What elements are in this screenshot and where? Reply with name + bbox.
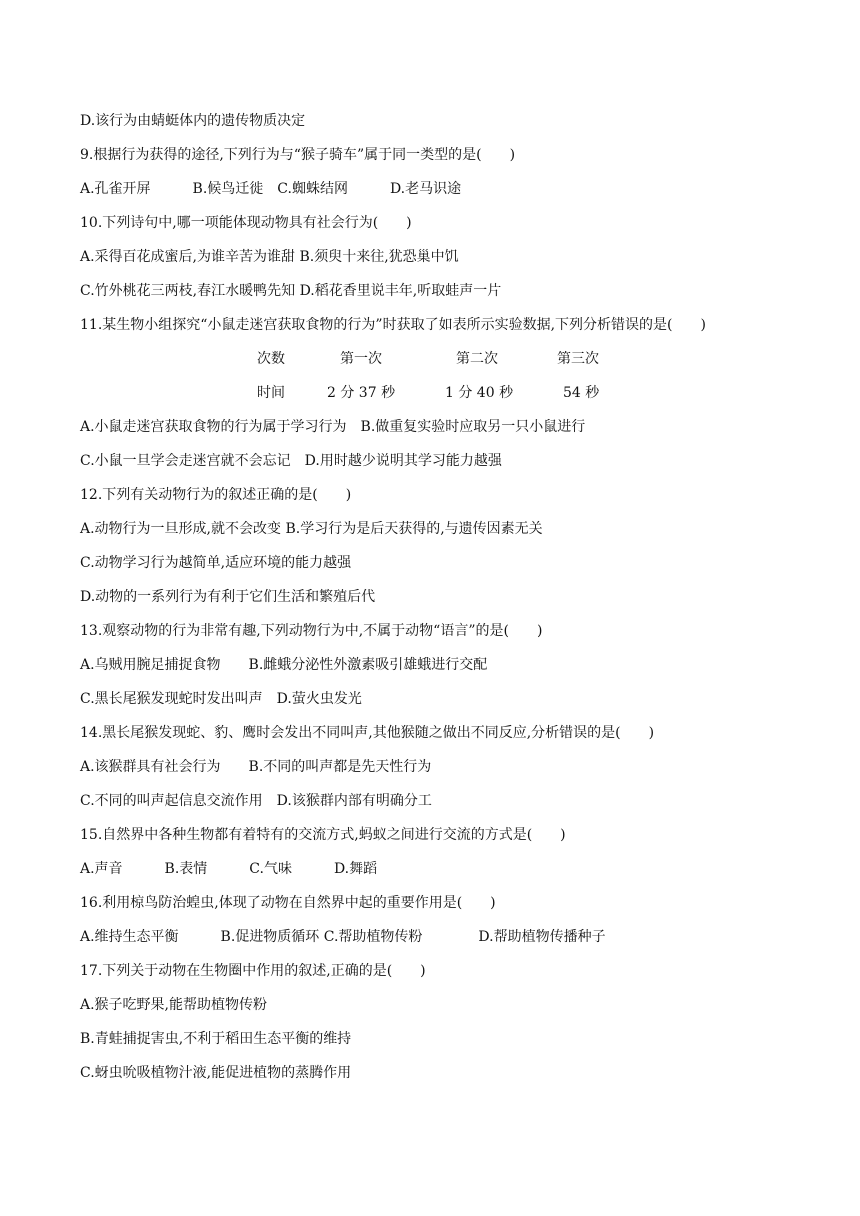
- question-17-option-b: B.青蛙捕捉害虫,不利于稻田生态平衡的维持: [80, 1031, 352, 1047]
- question-12-option-c: C.动物学习行为越简单,适应环境的能力越强: [80, 555, 352, 571]
- table-header-cell: 第一次: [340, 351, 382, 367]
- question-11: 11.某生物小组探究“小鼠走迷宫获取食物的行为”时获取了如表所示实验数据,下列分析错误的是( ): [80, 317, 706, 333]
- question-13-options-cd: C.黑长尾猴发现蛇时发出叫声 D.萤火虫发光: [80, 691, 362, 707]
- question-11-options-ab: A.小鼠走迷宫获取食物的行为属于学习行为 B.做重复实验时应取另一只小鼠进行: [80, 419, 586, 435]
- question-15-options: A.声音 B.表情 C.气味 D.舞蹈: [80, 861, 378, 877]
- question-14-options-ab: A.该猴群具有社会行为 B.不同的叫声都是先天性行为: [80, 759, 432, 775]
- table-header-cell: 第二次: [456, 351, 498, 367]
- question-10-options-ab: A.采得百花成蜜后,为谁辛苦为谁甜 B.须臾十来往,犹恐巢中饥: [80, 249, 459, 265]
- table-cell: 2 分 37 秒: [327, 385, 396, 401]
- question-16: 16.利用椋鸟防治蝗虫,体现了动物在自然界中起的重要作用是( ): [80, 895, 496, 911]
- question-16-options: A.维持生态平衡 B.促进物质循环 C.帮助植物传粉 D.帮助植物传播种子: [80, 929, 606, 945]
- question-17-option-c: C.蚜虫吮吸植物汁液,能促进植物的蒸腾作用: [80, 1065, 352, 1081]
- question-13: 13.观察动物的行为非常有趣,下列动物行为中,不属于动物“语言”的是( ): [80, 623, 543, 639]
- text-line: D.该行为由蜻蜓体内的遗传物质决定: [80, 113, 306, 129]
- question-17-option-a: A.猴子吃野果,能帮助植物传粉: [80, 997, 268, 1013]
- question-12-options-ab: A.动物行为一旦形成,就不会改变 B.学习行为是后天获得的,与遗传因素无关: [80, 521, 543, 537]
- question-11-options-cd: C.小鼠一旦学会走迷宫就不会忘记 D.用时越少说明其学习能力越强: [80, 453, 502, 469]
- question-13-options-ab: A.乌贼用腕足捕捉食物 B.雌蛾分泌性外激素吸引雄蛾进行交配: [80, 657, 488, 673]
- table-cell: 54 秒: [563, 385, 600, 401]
- question-15: 15.自然界中各种生物都有着特有的交流方式,蚂蚁之间进行交流的方式是( ): [80, 827, 566, 843]
- question-14-options-cd: C.不同的叫声起信息交流作用 D.该猴群内部有明确分工: [80, 793, 432, 809]
- question-9: 9.根据行为获得的途径,下列行为与“猴子骑车”属于同一类型的是( ): [80, 147, 516, 163]
- table-header-cell: 次数: [257, 351, 285, 367]
- question-10: 10.下列诗句中,哪一项能体现动物具有社会行为( ): [80, 215, 412, 231]
- question-10-options-cd: C.竹外桃花三两枝,春江水暖鸭先知 D.稻花香里说丰年,听取蛙声一片: [80, 283, 502, 299]
- question-12-option-d: D.动物的一系列行为有利于它们生活和繁殖后代: [80, 589, 376, 605]
- question-12: 12.下列有关动物行为的叙述正确的是( ): [80, 487, 352, 503]
- question-17: 17.下列关于动物在生物圈中作用的叙述,正确的是( ): [80, 963, 426, 979]
- table-cell: 时间: [257, 385, 285, 401]
- table-cell: 1 分 40 秒: [445, 385, 514, 401]
- table-header-cell: 第三次: [557, 351, 599, 367]
- question-14: 14.黑长尾猴发现蛇、豹、鹰时会发出不同叫声,其他猴随之做出不同反应,分析错误的是( ): [80, 725, 655, 741]
- question-9-options: A.孔雀开屏 B.候鸟迁徙 C.蜘蛛结网 D.老马识途: [80, 181, 462, 197]
